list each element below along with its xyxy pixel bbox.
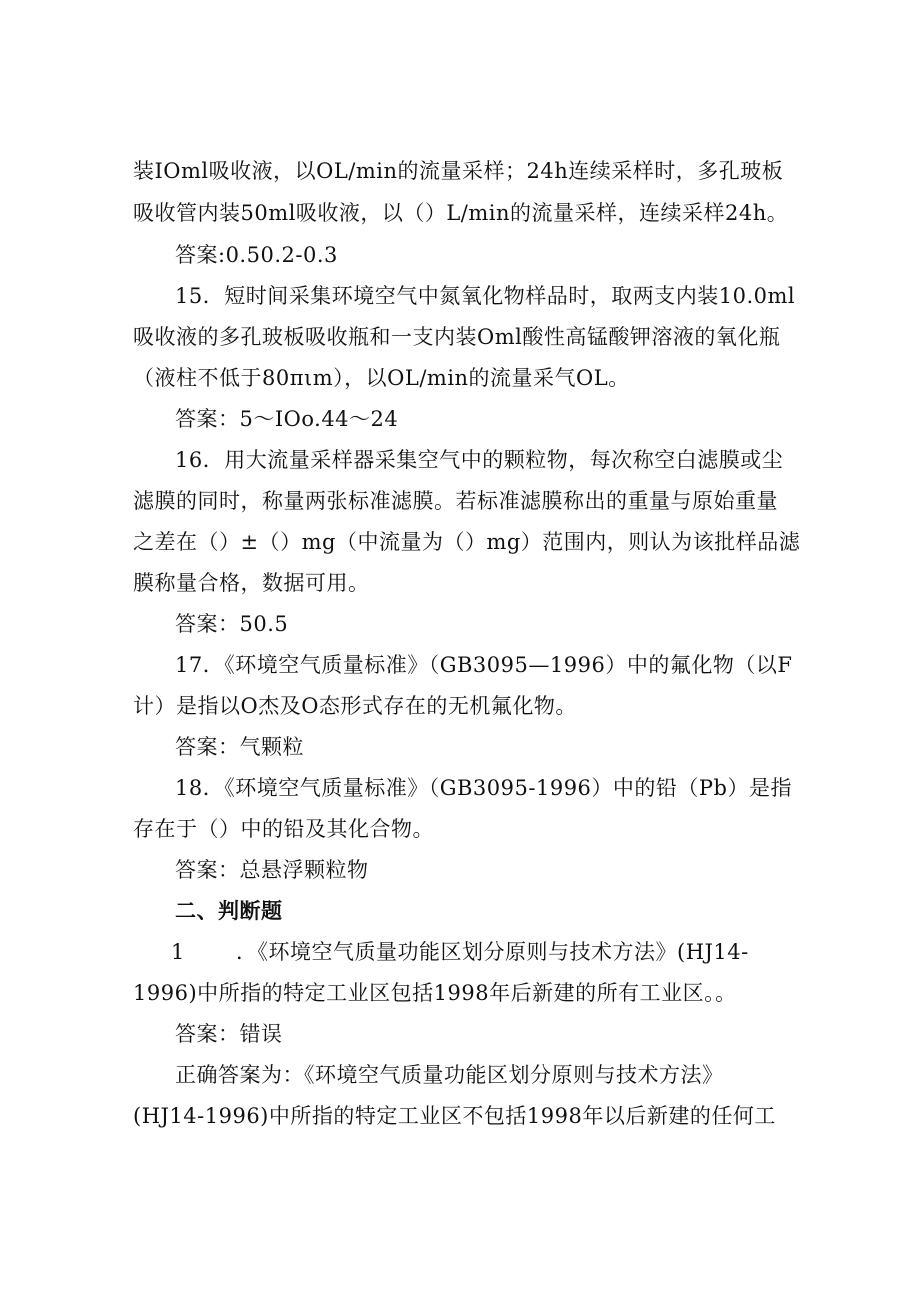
question-line: 16．用大流量采样器采集空气中的颗粒物，每次称空白滤膜或尘 xyxy=(175,448,784,472)
text-line: （液柱不低于80πιm），以OL/min的流量采气OL。 xyxy=(133,366,630,390)
answer-line: 答案：气颗粒 xyxy=(175,735,304,759)
correction-line: 正确答案为：《环境空气质量功能区划分原则与技术方法》 xyxy=(175,1063,724,1087)
question-line: 17．《环境空气质量标准》（GB3095—1996）中的氟化物（以F xyxy=(175,653,793,677)
text-line: 之差在（）±（）mg（中流量为（）mg）范围内，则认为该批样品滤 xyxy=(133,530,801,554)
text-line: 计）是指以O杰及O态形式存在的无机氟化物。 xyxy=(133,694,577,718)
text-line: 1996)中所指的特定工业区包括1998年后新建的所有工业区。。 xyxy=(133,981,737,1005)
text-line: 膜称量合格，数据可用。 xyxy=(133,571,370,595)
text-line: 存在于（）中的铅及其化合物。 xyxy=(133,817,434,841)
text-line: (HJ14-1996)中所指的特定工业区不包括1998年以后新建的任何工 xyxy=(133,1104,776,1128)
question-number: 1 xyxy=(171,940,185,964)
answer-line: 答案：50.5 xyxy=(175,612,289,636)
text-line: 装IOml吸收液，以OL/min的流量采样；24h连续采样时，多孔玻板 xyxy=(133,159,784,183)
question-line: ．《环境空气质量功能区划分原则与技术方法》(HJ14- xyxy=(236,940,749,964)
answer-line: 答案：5～IOo.44～24 xyxy=(175,407,399,431)
answer-line: 答案：总悬浮颗粒物 xyxy=(175,858,369,882)
question-line: 18．《环境空气质量标准》（GB3095-1996）中的铅（Pb）是指 xyxy=(175,776,792,800)
answer-line: 答案：错误 xyxy=(175,1022,283,1046)
text-line: 吸收管内装50ml吸收液，以（）L/min的流量采样，连续采样24h。 xyxy=(133,201,789,225)
text-line: 滤膜的同时，称量两张标准滤膜。若标准滤膜称出的重量与原始重量 xyxy=(133,489,778,513)
section-heading: 二、判断题 xyxy=(175,898,283,923)
answer-line: 答案:0.50.2-0.3 xyxy=(175,243,338,267)
question-line: 15．短时间采集环境空气中氮氧化物样品时，取两支内装10.0ml xyxy=(175,284,796,308)
text-line: 吸收液的多孔玻板吸收瓶和一支内装Oml酸性高锰酸钾溶液的氧化瓶 xyxy=(133,325,781,349)
